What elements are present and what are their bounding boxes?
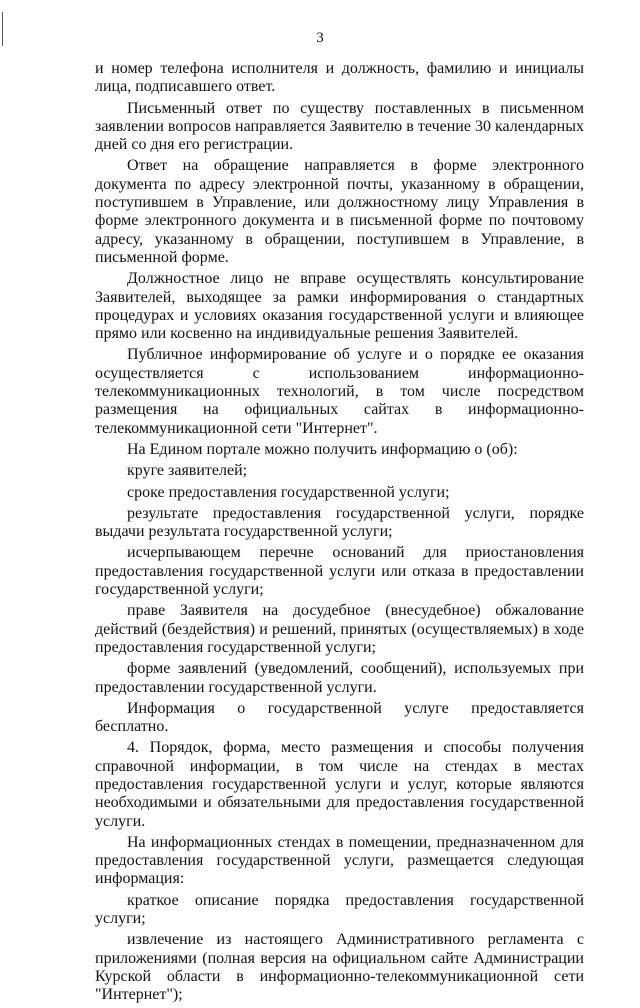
list-item: краткое описание порядка предоставления государственной услуги; [95, 891, 584, 928]
paragraph: Ответ на обращение направляется в форме электронного документа по адресу электронной почты, указанному в обращении, поступившем в Управление, или должностному лицу Управления в форме электронного документа и в письменной форме по почтовому адресу, указанному в обращении, поступившем в Управление, в письменной форме. [95, 157, 584, 266]
paragraph: Письменный ответ по существу поставленных в письменном заявлении вопросов направляется Заявителю в течение 30 календарных дней со дня его регистрации. [95, 99, 584, 154]
paragraph: Должностное лицо не вправе осуществлять консультирование Заявителей, выходящее за рамки информирования о стандартных процедурах и условиях оказания государственной услуги и влияющее прямо или косвенно на индивидуальные решения Заявителей. [95, 270, 584, 343]
paragraph: и номер телефона исполнителя и должность, фамилию и инициалы лица, подписавшего ответ. [95, 60, 584, 96]
section-heading: 4. Порядок, форма, место размещения и способы получения справочной информации, в том числе на стендах в местах предоставления государственной услуги и услуг, которые являются необходимыми и обязательными для предоставления государственной услуги. [95, 739, 584, 830]
page-number: 3 [316, 30, 324, 46]
list-item: исчерпывающем перечне оснований для приостановления предоставления государственной услуги или отказа в предоставлении государственной услуги; [95, 544, 584, 599]
list-item: извлечение из настоящего Административного регламента с приложениями (полная версия на официальном сайте Администрации Курской области в информационно-телекоммуникационной сети "Интернет"); [95, 931, 584, 1004]
list-item: круге заявителей; [127, 462, 248, 480]
document-body [95, 60, 584, 1008]
list-item: сроке предоставления государственной услуги; [127, 483, 450, 501]
list-item: праве Заявителя на досудебное (внесудебное) обжалование действий (бездействия) и решений, принятых (осуществляемых) в ходе предоставления государственной услуги; [95, 602, 584, 656]
list-item: результате предоставления государственной услуги, порядке выдачи результата государственной услуги; [95, 504, 584, 541]
paragraph: Информация о государственной услуге предоставляется бесплатно. [95, 699, 584, 736]
paragraph: Публичное информирование об услуге и о порядке ее оказания осуществляется с использованием информационно-телекоммуникационных технологий, в том числе посредством размещения на официальных сайтах в информационно-телекоммуникационной сети "Интернет". [95, 346, 584, 437]
list-item: форме заявлений (уведомлений, сообщений), используемых при предоставлении государственной услуги. [95, 660, 584, 696]
paragraph: На Едином портале можно получить информацию о (об): [127, 440, 518, 458]
paragraph: На информационных стендах в помещении, предназначенном для предоставления государственной услуги, размещается следующая информация: [95, 833, 584, 888]
